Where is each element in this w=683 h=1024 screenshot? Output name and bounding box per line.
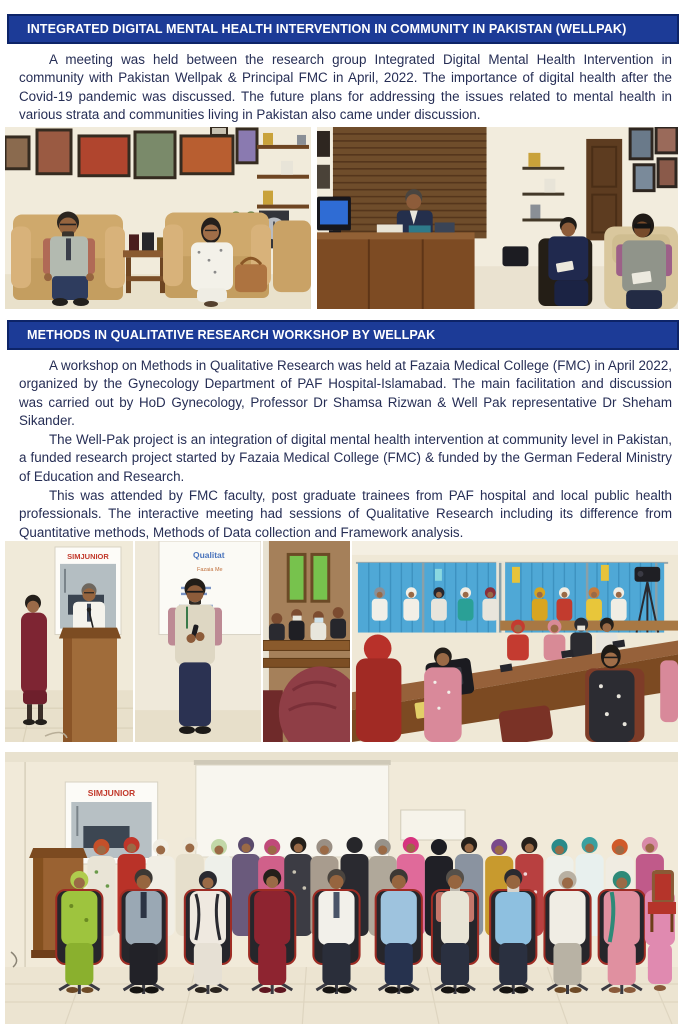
paragraph-wellpak-project: The Well-Pak project is an integration of digital mental health intervention at community level in Pakistan, a funded research project started by Fazaia Medical College (FMC) & funded by the German Federal Ministry of Education and Research.: [19, 432, 672, 484]
frame-left-edge: [317, 131, 330, 157]
paragraph-attendees: This was attended by FMC faculty, post graduate trainees from PAF hospital and local public health professionals. The interactive meeting had sessions of Qualitative Research including its difference from Quantitative methods, Methods of Data collection and Framework analysis.: [19, 488, 672, 540]
whiteboard: [401, 810, 465, 840]
banner-title: METHODS IN QUALITATIVE RESEARCH WORKSHOP BY WELLPAK: [27, 328, 436, 342]
poster-title-text: SIMJUNIOR: [67, 551, 109, 561]
office-door: [586, 139, 622, 240]
wooden-desk: [317, 222, 475, 309]
speaker-photo-scene: [135, 541, 261, 742]
photo-meeting-office-left: [5, 127, 311, 309]
desk-computer: [317, 197, 351, 235]
side-armchair: [273, 220, 311, 292]
banner-title: INTEGRATED DIGITAL MENTAL HEALTH INTERVENTION IN COMMUNITY IN PAKISTAN (WELLPAK): [27, 22, 627, 36]
frame-left-edge-2: [317, 165, 330, 189]
office-photo-left-scene: [5, 127, 311, 309]
photo-meeting-office-right: [317, 127, 678, 309]
screen-subtitle-text: Fazaia Me: [197, 566, 223, 573]
photo-row-group: [5, 752, 678, 1024]
wall-frames-right: [630, 127, 677, 191]
photo-workshop-classroom: [263, 541, 350, 742]
group-photo-scene: [5, 752, 678, 1024]
photo-workshop-conference: [352, 541, 678, 742]
classroom-photo-scene: [263, 541, 350, 742]
paragraph-workshop: A workshop on Methods in Qualitative Research was held at Fazaia Medical College (FMC) in April 2022, organized by the Gynecology Department of PAF Hospital-Islamabad. The main facilitation and discussion was carried out by HoD Gynecology, Professor Dr Shamsa Rizwan & Well Pak representative Dr Sheham Sikander.: [19, 358, 672, 429]
section-banner-wellpak-intervention: [7, 14, 679, 44]
podium-photo-scene: [5, 541, 133, 742]
conference-photo-scene: [352, 541, 678, 742]
screen-title-text: Qualitat: [193, 549, 225, 560]
poster-title-text: SIMJUNIOR: [87, 788, 136, 798]
photo-workshop-speaker: [135, 541, 261, 742]
photo-workshop-podium: [5, 541, 133, 742]
paragraph-meeting: A meeting was held between the research group Integrated Digital Mental Health Intervention in community with Pakistan Wellpak & Principal FMC in April, 2022. The importance of digital health after the Covid-19 pandemic was discussed. The future plans for addressing the issues related to mental health in various strata and communities living in Pakistan also came under discussion.: [19, 52, 672, 123]
middle-table: [500, 621, 678, 631]
photo-row-meeting: [5, 127, 678, 309]
photo-group: [5, 752, 678, 1024]
photo-row-workshop: [5, 541, 678, 742]
office-photo-right-scene: [317, 127, 678, 309]
visitor-vest-sofa: [604, 214, 678, 309]
laptop-bag: [502, 246, 528, 266]
section-banner-qualitative-workshop: [7, 320, 679, 350]
